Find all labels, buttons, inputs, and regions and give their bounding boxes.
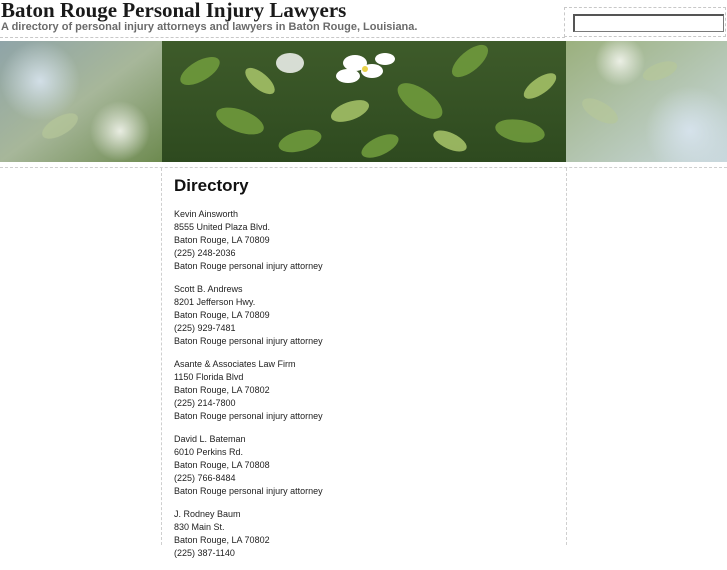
directory-entry — [174, 433, 554, 498]
attorney-name: Scott B. Andrews — [174, 284, 243, 294]
attorney-name: Asante & Associates Law Firm — [174, 359, 296, 369]
page-heading: Directory — [174, 176, 249, 195]
left-column-divider — [161, 168, 162, 545]
search-input[interactable] — [573, 14, 724, 32]
header-divider — [0, 37, 565, 38]
search-box — [564, 7, 726, 37]
city-state-zip: Baton Rouge, LA 70808 — [174, 460, 270, 470]
header-banner-image — [0, 41, 727, 162]
attorney-name: David L. Bateman — [174, 434, 246, 444]
phone-number: (225) 766-8484 — [174, 473, 236, 483]
content-top-divider — [0, 167, 727, 168]
site-header — [0, 0, 727, 38]
city-state-zip: Baton Rouge, LA 70809 — [174, 310, 270, 320]
street-address: 6010 Perkins Rd. — [174, 447, 244, 457]
attorney-name: J. Rodney Baum — [174, 509, 241, 519]
attorney-name: Kevin Ainsworth — [174, 209, 239, 219]
street-address: 8555 United Plaza Blvd. — [174, 222, 271, 232]
city-state-zip: Baton Rouge, LA 70802 — [174, 385, 270, 395]
directory-entry — [174, 508, 554, 560]
street-address: 1150 Florida Blvd — [174, 372, 244, 382]
directory-entry — [174, 208, 554, 273]
directory-content — [174, 176, 554, 570]
site-title[interactable]: Baton Rouge Personal Injury Lawyers — [1, 0, 347, 22]
phone-number: (225) 387-1140 — [174, 548, 235, 558]
attorney-link[interactable]: Baton Rouge personal injury attorney — [174, 336, 323, 346]
phone-number: (225) 929-7481 — [174, 323, 236, 333]
directory-entry — [174, 358, 554, 423]
attorney-link[interactable]: Baton Rouge personal injury attorney — [174, 261, 323, 271]
site-tagline: A directory of personal injury attorneys and lawyers in Baton Rouge, Louisiana. — [1, 21, 418, 33]
attorney-link[interactable]: Baton Rouge personal injury attorney — [174, 486, 323, 496]
attorney-link[interactable]: Baton Rouge personal injury attorney — [174, 411, 323, 421]
street-address: 830 Main St. — [174, 522, 225, 532]
directory-entry — [174, 283, 554, 348]
right-column-divider — [566, 168, 567, 545]
phone-number: (225) 214-7800 — [174, 398, 236, 408]
street-address: 8201 Jefferson Hwy. — [174, 297, 256, 307]
city-state-zip: Baton Rouge, LA 70802 — [174, 535, 270, 545]
phone-number: (225) 248-2036 — [174, 248, 236, 258]
city-state-zip: Baton Rouge, LA 70809 — [174, 235, 270, 245]
